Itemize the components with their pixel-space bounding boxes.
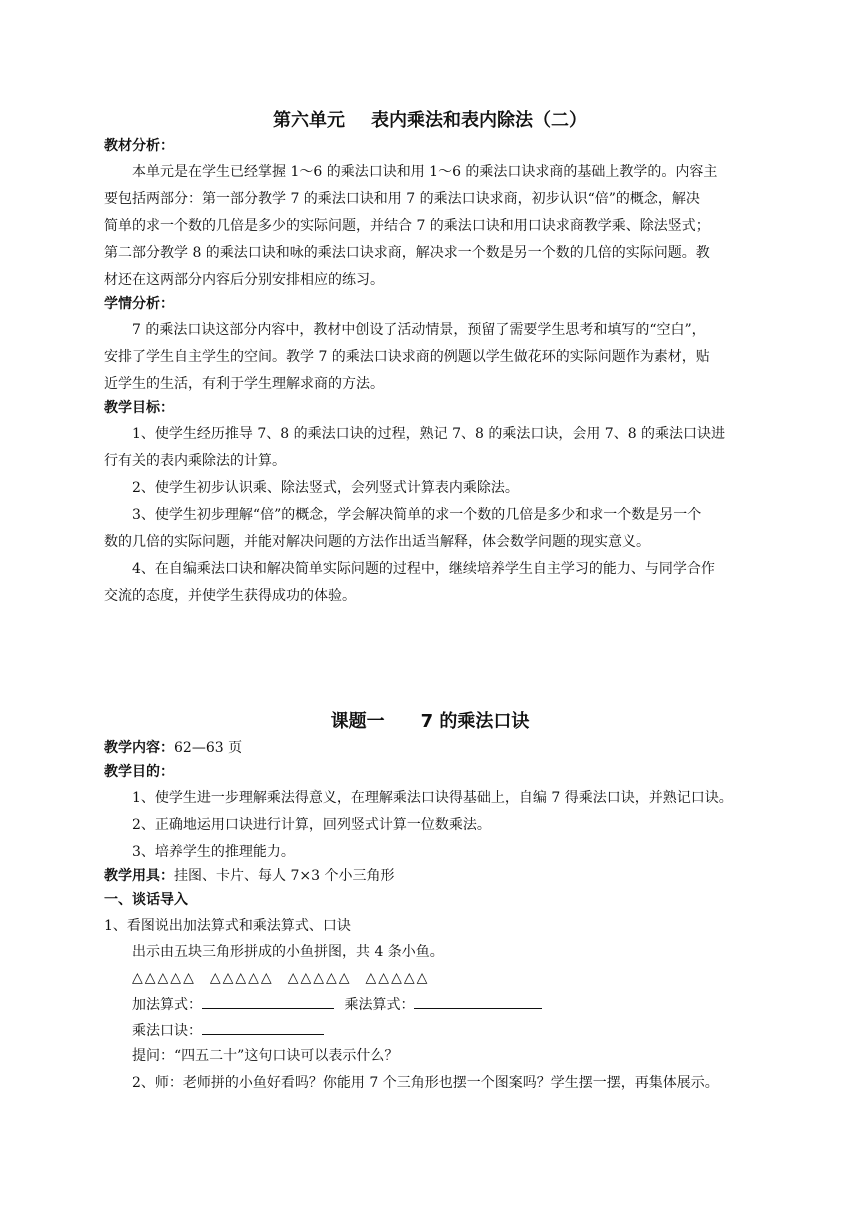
formula-row bbox=[132, 994, 764, 1015]
lesson-content-label: 教学内容： bbox=[104, 740, 174, 756]
triangle-row bbox=[132, 968, 764, 988]
activity-item: 2、师：老师拼的小鱼好看吗？你能用 7 个三角形也摆一个图案吗？学生摆一摆，再集体展示。 bbox=[132, 1075, 719, 1091]
unit-title-topic: 表内乘法和表内除法（二） bbox=[371, 110, 587, 131]
goals-line: 1、使学生经历推导 7、8 的乘法口诀的过程，熟记 7、8 的乘法口诀，会用 7、8 的乘法口诀进 bbox=[132, 426, 726, 442]
material-line: 要包括两部分：第一部分教学 7 的乘法口诀和用 7 的乘法口诀求商，初步认识“倍”的概念，解决 bbox=[104, 191, 700, 207]
purpose-line: 3、培养学生的推理能力。 bbox=[132, 844, 295, 860]
tools-row bbox=[104, 866, 764, 886]
section-heading: 一、谈话导入 bbox=[104, 892, 188, 908]
goals-line: 行有关的表内乘除法的计算。 bbox=[104, 453, 286, 469]
material-heading: 教材分析： bbox=[104, 138, 174, 154]
triangle-group: △△△△△ bbox=[132, 970, 196, 986]
learner-line: 7 的乘法口诀这部分内容中，教材中创设了活动情景，预留了需要学生思考和填写的“空白”， bbox=[132, 322, 706, 338]
purpose-line: 1、使学生进一步理解乘法得意义，在理解乘法口诀得基础上，自编 7 得乘法口诀，并熟记口诀。 bbox=[132, 790, 733, 806]
tools-value: 挂图、卡片、每人 7×3 个小三角形 bbox=[174, 868, 395, 884]
lesson-title bbox=[0, 707, 860, 733]
triangle-group: △△△△△ bbox=[287, 970, 352, 986]
material-line: 第二部分教学 8 的乘法口诀和咏的乘法口诀求商，解决求一个数是另一个数的几倍的实际问题。教 bbox=[104, 245, 710, 261]
learner-line: 近学生的生活，有利于学生理解求商的方法。 bbox=[104, 376, 384, 392]
mul-formula-label: 乘法算式： bbox=[344, 997, 415, 1013]
material-line: 简单的求一个数的几倍是多少的实际问题，并结合 7 的乘法口诀和用口诀求商教学乘、除法竖式； bbox=[104, 218, 710, 234]
learner-heading: 学情分析： bbox=[104, 296, 174, 312]
rhyme-label: 乘法口诀： bbox=[132, 1023, 202, 1039]
goals-line: 3、使学生初步理解“倍”的概念，学会解决简单的求一个数的几倍是多少和求一个数是另一个 bbox=[132, 507, 702, 523]
question-text: 提问：“四五二十”这句口诀可以表示什么？ bbox=[132, 1048, 399, 1064]
show-text: 出示由五块三角形拼成的小鱼拼图，共 4 条小鱼。 bbox=[132, 944, 444, 960]
triangle-group: △△△△△ bbox=[365, 970, 430, 986]
lesson-title-topic: 7 的乘法口诀 bbox=[420, 711, 530, 732]
goals-line: 交流的态度，并使学生获得成功的体验。 bbox=[104, 588, 356, 604]
lesson-title-number: 课题一 bbox=[330, 711, 385, 732]
triangle-group: △△△△△ bbox=[209, 970, 274, 986]
mul-formula-blank[interactable] bbox=[414, 994, 542, 1009]
goals-line: 4、在自编乘法口诀和解决简单实际问题的过程中，继续培养学生自主学习的能力、与同学合作 bbox=[132, 561, 715, 577]
unit-title-number: 第六单元 bbox=[273, 110, 345, 131]
material-line: 材还在这两部分内容后分别安排相应的练习。 bbox=[104, 272, 384, 288]
purpose-heading: 教学目的： bbox=[104, 764, 174, 780]
lesson-content-row bbox=[104, 738, 764, 758]
lesson-content-value: 62—63 页 bbox=[174, 740, 243, 756]
add-formula-label: 加法算式： bbox=[132, 997, 202, 1013]
rhyme-blank[interactable] bbox=[202, 1020, 324, 1035]
unit-title bbox=[0, 106, 860, 132]
goals-line: 2、使学生初步认识乘、除法竖式，会列竖式计算表内乘除法。 bbox=[132, 480, 519, 496]
purpose-line: 2、正确地运用口诀进行计算，回列竖式计算一位数乘法。 bbox=[132, 817, 491, 833]
goals-heading: 教学目标： bbox=[104, 400, 174, 416]
tools-label: 教学用具： bbox=[104, 868, 174, 884]
learner-line: 安排了学生自主学生的空间。教学 7 的乘法口诀求商的例题以学生做花环的实际问题作为素材，贴 bbox=[104, 349, 710, 365]
goals-line: 数的几倍的实际问题，并能对解决问题的方法作出适当解释，体会数学问题的现实意义。 bbox=[104, 534, 650, 550]
activity-item: 1、看图说出加法算式和乘法算式、口诀 bbox=[104, 918, 351, 934]
add-formula-blank[interactable] bbox=[202, 994, 334, 1009]
material-line: 本单元是在学生已经掌握 1～6 的乘法口诀和用 1～6 的乘法口诀求商的基础上教学的。内容主 bbox=[132, 164, 718, 180]
rhyme-row bbox=[132, 1020, 764, 1041]
